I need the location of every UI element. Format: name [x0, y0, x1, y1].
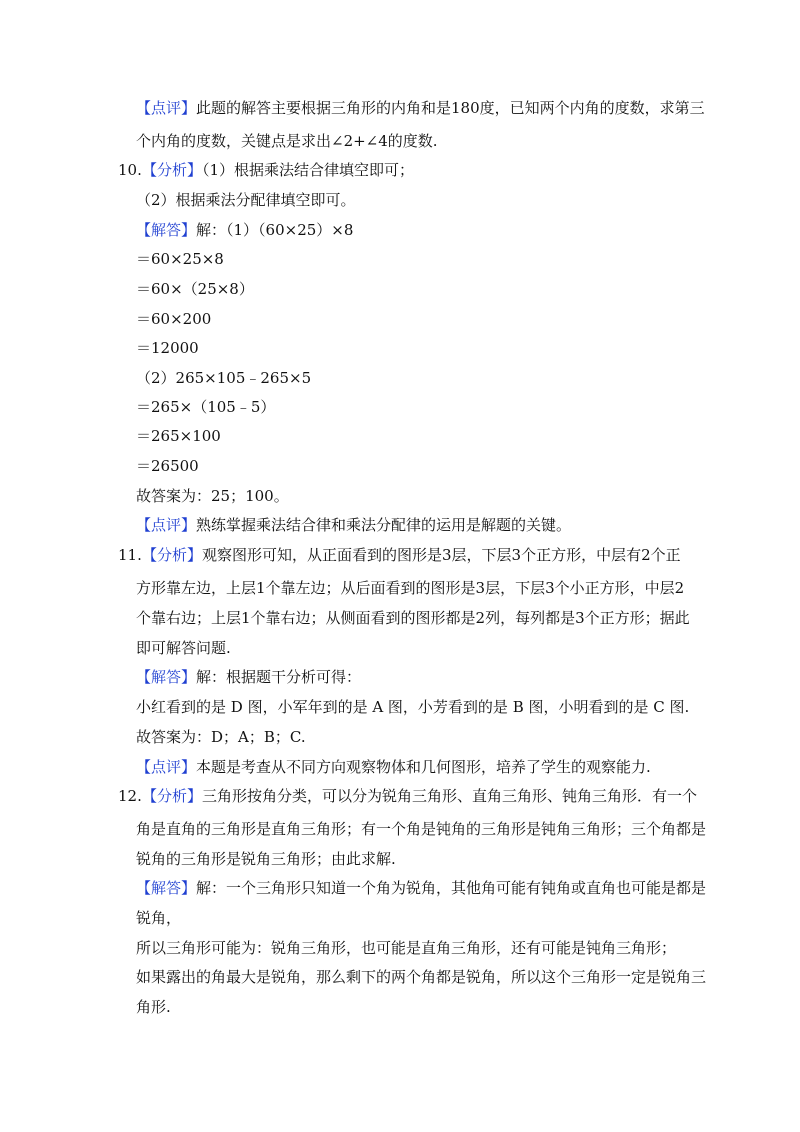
- review-q9-line2: 个内角的度数，关键点是求出∠2+∠4的度数.: [136, 132, 438, 150]
- answer-q12-line4: 如果露出的角最大是锐角，那么剩下的两个角都是锐角，所以这个三角形一定是锐角三: [136, 968, 707, 986]
- analysis-tag: 【分析】: [142, 161, 203, 179]
- review-q10: 【点评】熟练掌握乘法结合律和乘法分配律的运用是解题的关键。: [136, 516, 572, 534]
- analysis-q10-line1: 【分析】（1）根据乘法结合律填空即可；: [142, 161, 415, 179]
- answer-q10-step: （2）265×105﹣265×5: [136, 369, 312, 387]
- answer-q10-step: ＝26500: [136, 457, 199, 475]
- analysis-q11-line3: 个靠右边；上层1个靠右边；从侧面看到的图形都是2列，每列都是3个正方形；据此: [136, 609, 690, 627]
- review-q11: 【点评】本题是考查从不同方向观察物体和几何图形，培养了学生的观察能力.: [136, 758, 651, 776]
- answer-q10-step: ＝60×200: [136, 310, 212, 328]
- answer-tag: 【解答】: [136, 668, 197, 686]
- review-tag: 【点评】: [136, 758, 197, 776]
- answer-q12-line1: 【解答】解：一个三角形只知道一个角为锐角，其他角可能有钝角或直角也可能是都是: [136, 879, 707, 897]
- answer-q12-line3: 所以三角形可能为：锐角三角形，也可能是直角三角形，还有可能是钝角三角形；: [136, 939, 677, 957]
- answer-q10-step: ＝265×（105﹣5）: [136, 398, 276, 416]
- review-q9-line1: 【点评】此题的解答主要根据三角形的内角和是180度，已知两个内角的度数，求第三: [136, 99, 705, 117]
- answer-q11-line1: 【解答】解：根据题干分析可得：: [136, 668, 362, 686]
- answer-q10-final: 故答案为：25；100。: [136, 487, 289, 505]
- analysis-q11-line2: 方形靠左边，上层1个靠左边；从后面看到的图形是3层，下层3个小正方形，中层2: [136, 579, 685, 597]
- analysis-q12-line3: 锐角的三角形是锐角三角形；由此求解.: [136, 850, 396, 868]
- analysis-q12-line1: 【分析】三角形按角分类，可以分为锐角三角形、直角三角形、钝角三角形．有一个: [142, 787, 698, 805]
- analysis-tag: 【分析】: [142, 787, 203, 805]
- analysis-q10-line2: （2）根据乘法分配律填空即可。: [136, 191, 356, 209]
- question-number-12: 12.: [118, 787, 142, 805]
- answer-q10-step: ＝60×（25×8）: [136, 280, 254, 298]
- review-tag: 【点评】: [136, 516, 197, 534]
- answer-q10-step: ＝12000: [136, 339, 199, 357]
- answer-q10-step: ＝265×100: [136, 427, 221, 445]
- answer-q10-line1: 【解答】解：（1）（60×25）×8: [136, 221, 354, 239]
- question-number-11: 11.: [118, 546, 142, 564]
- analysis-q11-line4: 即可解答问题.: [136, 639, 231, 657]
- question-number-10: 10.: [118, 161, 142, 179]
- answer-tag: 【解答】: [136, 221, 197, 239]
- answer-q12-line5: 角形.: [136, 998, 171, 1016]
- analysis-tag: 【分析】: [142, 546, 203, 564]
- analysis-q12-line2: 角是直角的三角形是直角三角形；有一个角是钝角的三角形是钝角三角形；三个角都是: [136, 820, 707, 838]
- analysis-q11-line1: 【分析】观察图形可知，从正面看到的图形是3层，下层3个正方形，中层有2个正: [142, 546, 681, 564]
- answer-q12-line2: 锐角，: [136, 909, 182, 927]
- review-tag: 【点评】: [136, 99, 197, 117]
- answer-q10-step: ＝60×25×8: [136, 250, 224, 268]
- answer-q11-line2: 小红看到的是 D 图，小军年到的是 A 图，小芳看到的是 B 图，小明看到的是 C 图.: [136, 698, 690, 716]
- answer-q11-line3: 故答案为：D；A；B；C.: [136, 728, 306, 746]
- answer-tag: 【解答】: [136, 879, 197, 897]
